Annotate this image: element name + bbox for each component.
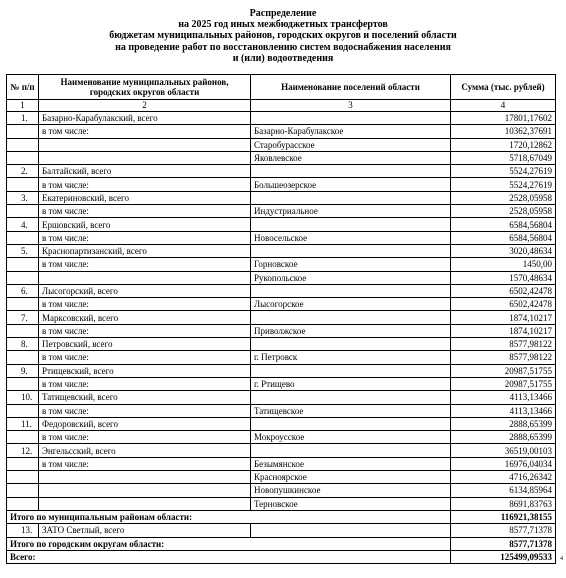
settlement-name: Лысогорское bbox=[251, 298, 451, 311]
table-row bbox=[7, 244, 556, 257]
district-name: Екатериновский, всего bbox=[39, 191, 251, 204]
row-number bbox=[7, 377, 39, 390]
table-row bbox=[7, 178, 556, 191]
row-number bbox=[7, 178, 39, 191]
column-number: 1 bbox=[7, 100, 39, 112]
row-sum: 10362,37691 bbox=[451, 125, 556, 138]
row-sum: 4113,13466 bbox=[451, 404, 556, 417]
district-name bbox=[39, 138, 251, 151]
table-row bbox=[7, 391, 556, 404]
column-number-row bbox=[7, 100, 556, 112]
district-name: в том числе: bbox=[39, 351, 251, 364]
settlement-name: Татищевское bbox=[251, 404, 451, 417]
district-name bbox=[39, 471, 251, 484]
row-number bbox=[7, 231, 39, 244]
table-row bbox=[7, 417, 556, 430]
header-settlement: Наименование поселений области bbox=[251, 75, 451, 100]
row-number bbox=[7, 431, 39, 444]
district-name: в том числе: bbox=[39, 431, 251, 444]
row-sum: 4113,13466 bbox=[451, 391, 556, 404]
distribution-table bbox=[6, 74, 556, 564]
table-row bbox=[7, 125, 556, 138]
table-row bbox=[7, 165, 556, 178]
row-number: 6. bbox=[7, 284, 39, 297]
row-sum: 6584,56804 bbox=[451, 218, 556, 231]
row-number bbox=[7, 271, 39, 284]
zato-settlement bbox=[251, 524, 451, 537]
district-name bbox=[39, 497, 251, 510]
row-number: 8. bbox=[7, 338, 39, 351]
district-name: Татищевский, всего bbox=[39, 391, 251, 404]
column-number: 4 bbox=[451, 100, 556, 112]
row-number bbox=[7, 205, 39, 218]
row-number: 2. bbox=[7, 165, 39, 178]
row-number: 4. bbox=[7, 218, 39, 231]
table-row bbox=[7, 444, 556, 457]
total-districts-sum: 116921,38155 bbox=[451, 510, 556, 523]
table-row bbox=[7, 112, 556, 125]
table-row bbox=[7, 364, 556, 377]
row-number: 1. bbox=[7, 112, 39, 125]
row-number: 11. bbox=[7, 417, 39, 430]
row-number bbox=[7, 258, 39, 271]
row-number bbox=[7, 324, 39, 337]
row-sum: 2528,05958 bbox=[451, 191, 556, 204]
row-sum: 20987,51755 bbox=[451, 364, 556, 377]
settlement-name bbox=[251, 284, 451, 297]
title-line: Распределение bbox=[249, 8, 317, 19]
title-line: на проведение работ по восстановлению систем водоснабжения населения bbox=[115, 41, 451, 53]
table-row bbox=[7, 151, 556, 164]
district-name: Марксовский, всего bbox=[39, 311, 251, 324]
row-sum: 1874,10217 bbox=[451, 324, 556, 337]
settlement-name: Терновское bbox=[251, 497, 451, 510]
table-row bbox=[7, 311, 556, 324]
row-number bbox=[7, 138, 39, 151]
settlement-name: Мокроусское bbox=[251, 431, 451, 444]
row-sum: 6502,42478 bbox=[451, 284, 556, 297]
row-number bbox=[7, 497, 39, 510]
settlement-name: Приволжское bbox=[251, 324, 451, 337]
table-row bbox=[7, 431, 556, 444]
settlement-name bbox=[251, 191, 451, 204]
row-sum: 8691,83763 bbox=[451, 497, 556, 510]
settlement-name: Яковлевское bbox=[251, 151, 451, 164]
zato-name: ЗАТО Светлый, всего bbox=[39, 524, 251, 537]
settlement-name bbox=[251, 391, 451, 404]
document-title bbox=[0, 8, 566, 64]
total-okrugs-label: Итого по городским округам области: bbox=[7, 537, 451, 550]
table-row bbox=[7, 191, 556, 204]
zato-sum: 8577,71378 bbox=[451, 524, 556, 537]
district-name: Энгельсский, всего bbox=[39, 444, 251, 457]
row-number bbox=[7, 151, 39, 164]
row-number bbox=[7, 125, 39, 138]
total-okrugs-row bbox=[7, 537, 556, 550]
row-sum: 8577,98122 bbox=[451, 351, 556, 364]
settlement-name bbox=[251, 311, 451, 324]
row-number bbox=[7, 457, 39, 470]
table-body bbox=[7, 112, 556, 511]
title-line: и (или) водоотведения bbox=[232, 52, 334, 64]
page-number: 4 bbox=[560, 556, 563, 562]
table-row bbox=[7, 471, 556, 484]
district-name: Балтайский, всего bbox=[39, 165, 251, 178]
table-row bbox=[7, 218, 556, 231]
district-name bbox=[39, 151, 251, 164]
settlement-name: Большеозерское bbox=[251, 178, 451, 191]
row-sum: 6134,85964 bbox=[451, 484, 556, 497]
grand-total-sum: 125499,09533 bbox=[451, 550, 556, 563]
settlement-name: Базарно-Карабулакское bbox=[251, 125, 451, 138]
district-name: в том числе: bbox=[39, 125, 251, 138]
row-sum: 1874,10217 bbox=[451, 311, 556, 324]
table-row bbox=[7, 404, 556, 417]
row-sum: 1720,12862 bbox=[451, 138, 556, 151]
zato-row bbox=[7, 524, 556, 537]
row-number bbox=[7, 351, 39, 364]
table-row bbox=[7, 231, 556, 244]
grand-total-label: Всего: bbox=[7, 550, 451, 563]
column-number: 3 bbox=[251, 100, 451, 112]
district-name: в том числе: bbox=[39, 298, 251, 311]
row-sum: 3020,48634 bbox=[451, 244, 556, 257]
table-row bbox=[7, 271, 556, 284]
row-sum: 5718,67049 bbox=[451, 151, 556, 164]
table-row bbox=[7, 205, 556, 218]
settlement-name: Безымянское bbox=[251, 457, 451, 470]
table-row bbox=[7, 351, 556, 364]
row-number bbox=[7, 484, 39, 497]
district-name: в том числе: bbox=[39, 457, 251, 470]
total-okrugs-sum: 8577,71378 bbox=[451, 537, 556, 550]
settlement-name bbox=[251, 218, 451, 231]
settlement-name: г. Ртищево bbox=[251, 377, 451, 390]
column-number: 2 bbox=[39, 100, 251, 112]
row-number bbox=[7, 404, 39, 417]
row-sum: 36519,00103 bbox=[451, 444, 556, 457]
row-sum: 2888,65399 bbox=[451, 417, 556, 430]
table-row bbox=[7, 324, 556, 337]
settlement-name: Новопушкинское bbox=[251, 484, 451, 497]
row-sum: 6502,42478 bbox=[451, 298, 556, 311]
district-name bbox=[39, 271, 251, 284]
settlement-name: Старобурасское bbox=[251, 138, 451, 151]
district-name bbox=[39, 484, 251, 497]
row-number: 5. bbox=[7, 244, 39, 257]
row-sum: 1450,00 bbox=[451, 258, 556, 271]
total-districts-label: Итого по муниципальным районам области: bbox=[7, 510, 451, 523]
row-number: 12. bbox=[7, 444, 39, 457]
district-name: в том числе: bbox=[39, 205, 251, 218]
settlement-name bbox=[251, 444, 451, 457]
row-sum: 6584,56804 bbox=[451, 231, 556, 244]
row-sum: 2888,65399 bbox=[451, 431, 556, 444]
title-line: бюджетам муниципальных районов, городских округов и поселений области bbox=[109, 30, 457, 42]
table-row bbox=[7, 284, 556, 297]
header-number: № п/п bbox=[7, 75, 39, 100]
row-sum: 20987,51755 bbox=[451, 377, 556, 390]
district-name: в том числе: bbox=[39, 324, 251, 337]
settlement-name bbox=[251, 165, 451, 178]
total-districts-row bbox=[7, 510, 556, 523]
table-row bbox=[7, 457, 556, 470]
row-number: 10. bbox=[7, 391, 39, 404]
district-name: Ершовский, всего bbox=[39, 218, 251, 231]
row-number: 7. bbox=[7, 311, 39, 324]
settlement-name bbox=[251, 112, 451, 125]
row-number bbox=[7, 471, 39, 484]
zato-number: 13. bbox=[7, 524, 39, 537]
district-name: Лысогорский, всего bbox=[39, 284, 251, 297]
settlement-name: Горновское bbox=[251, 258, 451, 271]
district-name: Базарно-Карабулакский, всего bbox=[39, 112, 251, 125]
district-name: Ртищевский, всего bbox=[39, 364, 251, 377]
row-sum: 2528,05958 bbox=[451, 205, 556, 218]
settlement-name: Рукопольское bbox=[251, 271, 451, 284]
header-sum: Сумма (тыс. рублей) bbox=[451, 75, 556, 100]
district-name: в том числе: bbox=[39, 377, 251, 390]
settlement-name: г. Петровск bbox=[251, 351, 451, 364]
district-name: в том числе: bbox=[39, 231, 251, 244]
row-sum: 8577,98122 bbox=[451, 338, 556, 351]
row-sum: 16976,04034 bbox=[451, 457, 556, 470]
row-sum: 4716,26342 bbox=[451, 471, 556, 484]
title-line: на 2025 год иных межбюджетных трансфертов bbox=[178, 19, 388, 31]
settlement-name bbox=[251, 364, 451, 377]
district-name: в том числе: bbox=[39, 258, 251, 271]
row-sum: 1570,48634 bbox=[451, 271, 556, 284]
table-row bbox=[7, 138, 556, 151]
table-row bbox=[7, 298, 556, 311]
settlement-name: Индустриальное bbox=[251, 205, 451, 218]
district-name: Федоровский, всего bbox=[39, 417, 251, 430]
row-sum: 5524,27619 bbox=[451, 165, 556, 178]
district-name: в том числе: bbox=[39, 178, 251, 191]
table-row bbox=[7, 484, 556, 497]
district-name: Петровский, всего bbox=[39, 338, 251, 351]
table-row bbox=[7, 497, 556, 510]
table-row bbox=[7, 258, 556, 271]
row-number: 9. bbox=[7, 364, 39, 377]
row-sum: 17801,17602 bbox=[451, 112, 556, 125]
row-number: 3. bbox=[7, 191, 39, 204]
header-district: Наименование муниципальных районов, городских округов области bbox=[39, 75, 251, 100]
settlement-name: Новосельское bbox=[251, 231, 451, 244]
settlement-name bbox=[251, 244, 451, 257]
table-row bbox=[7, 338, 556, 351]
table-header-row bbox=[7, 75, 556, 100]
settlement-name bbox=[251, 338, 451, 351]
table-row bbox=[7, 377, 556, 390]
grand-total-row bbox=[7, 550, 556, 563]
settlement-name bbox=[251, 417, 451, 430]
district-name: Краснопартизанский, всего bbox=[39, 244, 251, 257]
district-name: в том числе: bbox=[39, 404, 251, 417]
settlement-name: Красноярское bbox=[251, 471, 451, 484]
row-number bbox=[7, 298, 39, 311]
row-sum: 5524,27619 bbox=[451, 178, 556, 191]
